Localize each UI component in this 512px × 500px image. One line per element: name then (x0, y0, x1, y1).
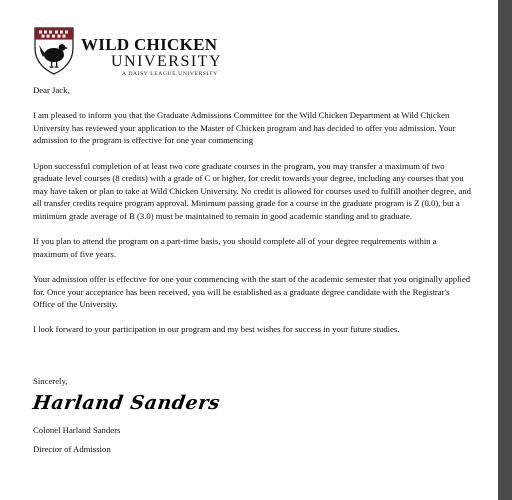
letter-body (33, 84, 473, 348)
letterhead (33, 26, 333, 86)
salutation: Dear Jack, (33, 85, 70, 95)
paragraph-admission: I am pleased to inform you that the Graduate Admissions Committee for the Wild Chicken Department at Wild Chicken University has reviewed your application to the Master of Chicken program and has decided to offer you admission. Your admission to the program is effective for one year commencing (33, 110, 456, 146)
viewer-scrollbar[interactable] (498, 0, 512, 500)
paragraph-transfer-credits: Upon successful completion of at least two core graduate courses in the program, you may transfer a maximum of two graduate level courses (8 credits) with a grade of C or higher, for credit towards your degree, including any courses that you may have taken or plan to take at Wild Chicken University. No credit is allowed for courses used to fulfill another degree, and all transfer credits require program approval. Minimum passing grade for a course in the graduate program is Z (0.0), but a minimum grade average of B (3.0) must be maintained to remain in good academic standing and to graduate. (33, 160, 471, 221)
paragraph-closing: I look forward to your participation in our program and my best wishes for success in your future studies. (33, 324, 400, 335)
signoff: Sincerely, (33, 376, 68, 386)
signer-name: Colonel Harland Sanders (33, 425, 121, 435)
paragraph-part-time: If you plan to attend the program on a part-time basis, you should complete all of your degree requirements within a maximum of five years. (33, 236, 437, 259)
signer-title: Director of Admission (33, 444, 111, 454)
university-name-line1: WILD CHICKEN (81, 35, 218, 54)
university-crest-icon (33, 26, 75, 76)
paragraph-offer-effective: Your admission offer is effective for one your commencing with the start of the academic semester that you originally applied for. Once your acceptance has been received, you will be established as a graduate degree candidate with the Registrar's Office of the University. (33, 273, 471, 310)
university-name-line2: UNIVERSITY (111, 53, 222, 70)
signature: Harland Sanders (31, 392, 222, 414)
university-tagline: A DAISY LEAGUE UNIVERSITY (122, 71, 218, 77)
